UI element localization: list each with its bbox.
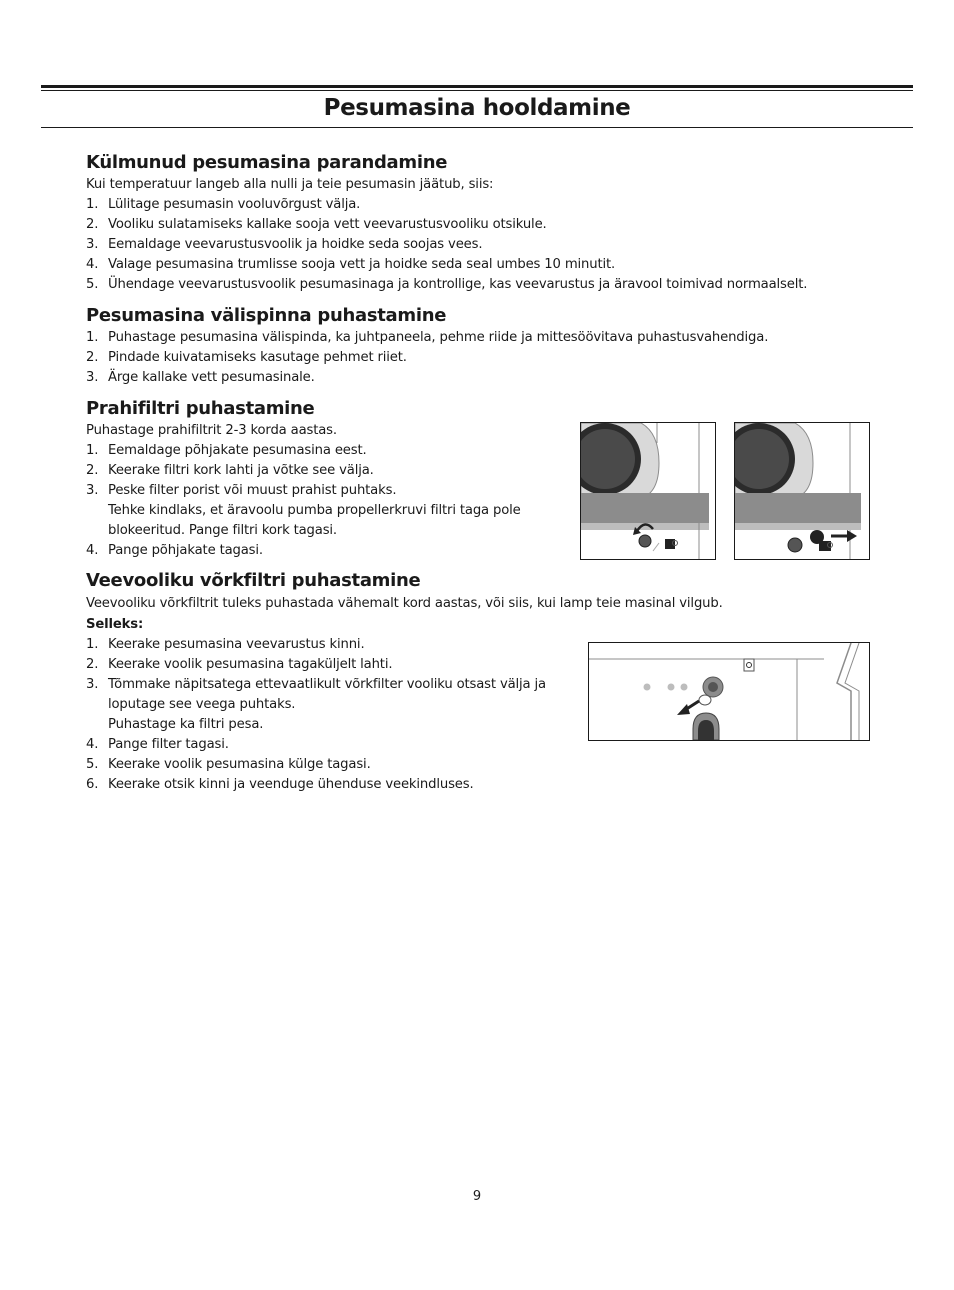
list-item: 4. Pange põhjakate tagasi.	[86, 543, 263, 558]
steps-label: Selleks:	[86, 617, 144, 632]
list-item: 3. Ärge kallake vett pesumasinale.	[86, 370, 315, 385]
page-title: Pesumasina hooldamine	[323, 95, 631, 121]
list-item: 2. Pindade kuivatamiseks kasutage pehmet riiet.	[86, 350, 407, 365]
list-item: 2. Vooliku sulatamiseks kallake sooja vett veevarustusvooliku otsikule.	[86, 217, 547, 232]
filter-unscrew-illustration	[580, 422, 716, 560]
section-intro: Puhastage prahifiltrit 2-3 korda aastas.	[86, 423, 337, 438]
header-rule-thick	[41, 85, 913, 88]
list-item: 1. Eemaldage põhjakate pesumasina eest.	[86, 443, 367, 458]
exterior-cleaning-steps	[86, 328, 768, 388]
hose-filter-illustration	[588, 642, 870, 741]
section-heading-frozen-repair: Külmunud pesumasina parandamine	[86, 152, 448, 173]
list-item: 5. Ühendage veevarustusvoolik pesumasinaga ja kontrollige, kas veevarustus ja äravool toimivad normaalselt.	[86, 277, 808, 292]
list-item: 6. Keerake otsik kinni ja veenduge ühenduse veekindluses.	[86, 777, 474, 792]
header-rule-thin	[41, 90, 913, 91]
list-item: 4. Valage pesumasina trumlisse sooja vett ja hoidke seda seal umbes 10 minutit.	[86, 257, 616, 272]
title-rule	[41, 127, 913, 128]
list-item: 2. Keerake filtri kork lahti ja võtke see välja.	[86, 463, 374, 478]
list-item: 3. Peske filter porist või muust prahist puhtaks. Tehke kindlaks, et äravoolu pumba propellerkruvi filtri taga pole blokeeritud. Pange filtri kork tagasi.	[86, 483, 521, 538]
list-item: 1. Puhastage pesumasina välispinda, ka juhtpaneela, pehme riide ja mittesöövitava puhastusvahendiga.	[86, 330, 769, 345]
page-number: 9	[472, 1189, 482, 1204]
list-item: 1. Keerake pesumasina veevarustus kinni.	[86, 637, 365, 652]
hose-filter-steps	[86, 635, 566, 795]
frozen-repair-steps	[86, 195, 807, 295]
debris-filter-steps	[86, 441, 546, 561]
list-item: 3. Eemaldage veevarustusvoolik ja hoidke seda soojas vees.	[86, 237, 483, 252]
filter-remove-illustration	[734, 422, 870, 560]
section-intro: Veevooliku võrkfiltrit tuleks puhastada vähemalt kord aastas, või siis, kui lamp teie masinal vilgub.	[86, 596, 723, 611]
list-item: 2. Keerake voolik pesumasina tagaküljelt lahti.	[86, 657, 393, 672]
section-intro: Kui temperatuur langeb alla nulli ja teie pesumasin jäätub, siis:	[86, 177, 494, 192]
list-item: 5. Keerake voolik pesumasina külge tagasi.	[86, 757, 371, 772]
section-heading-hose-filter: Veevooliku võrkfiltri puhastamine	[86, 570, 421, 591]
list-item: 3. Tõmmake näpitsatega ettevaatlikult võrkfilter vooliku otsast välja ja loputage see veega puhtaks. Puhastage ka filtri pesa.	[86, 677, 546, 732]
list-item: 1. Lülitage pesumasin vooluvõrgust välja.	[86, 197, 361, 212]
section-heading-exterior-cleaning: Pesumasina välispinna puhastamine	[86, 305, 447, 326]
list-item: 4. Pange filter tagasi.	[86, 737, 229, 752]
section-heading-debris-filter: Prahifiltri puhastamine	[86, 398, 315, 419]
